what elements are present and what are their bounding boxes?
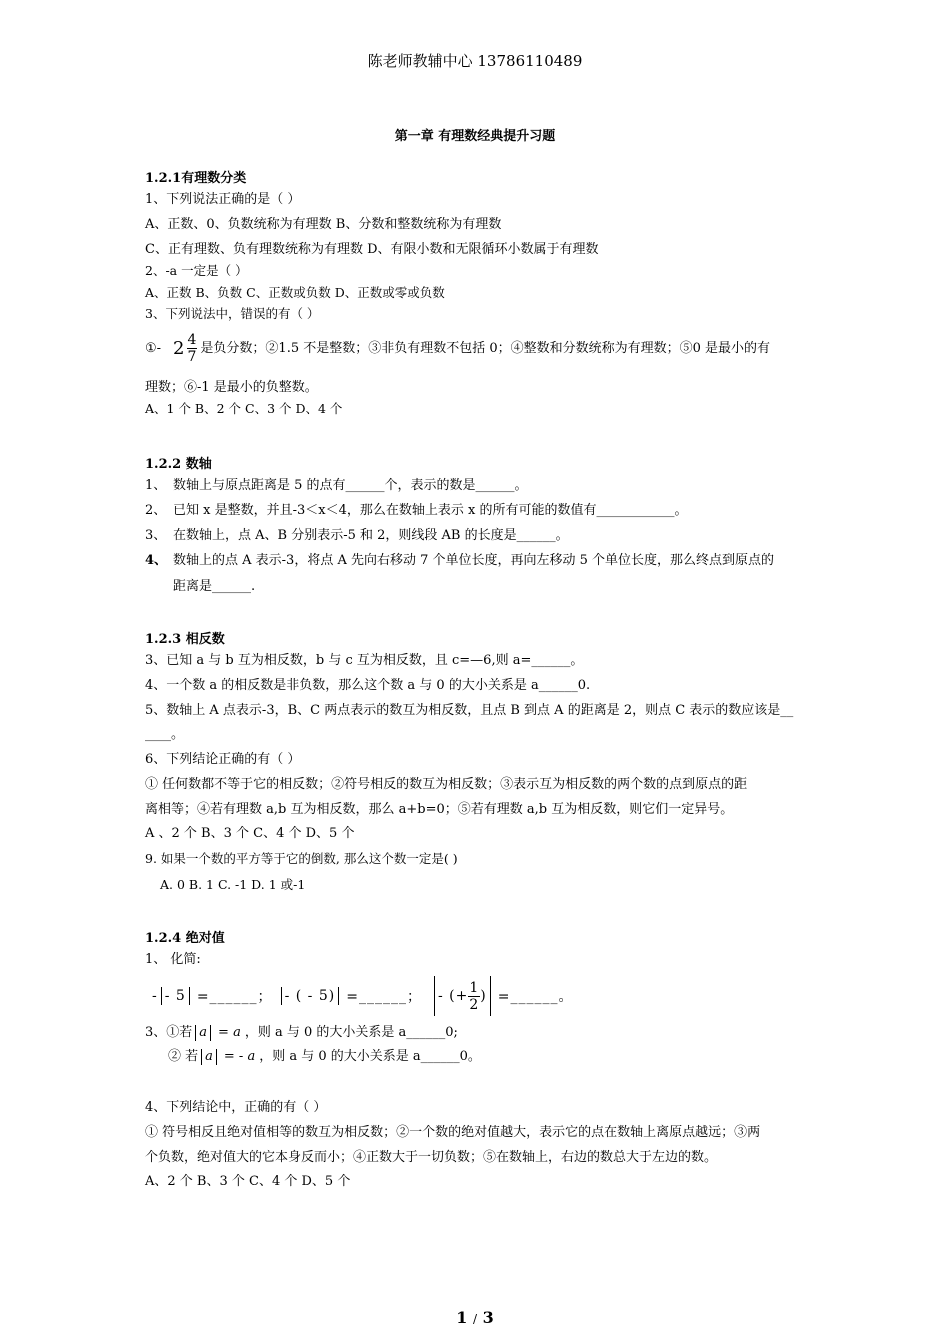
question-1-options-cd: C、正有理数、负有理数统称为有理数 D、有限小数和无限循环小数属于有理数	[145, 242, 599, 257]
expr1-minus: -	[152, 988, 158, 1004]
question-1: 1、下列说法正确的是（ ）	[145, 192, 301, 207]
part-a-prefix: 3、①若	[145, 1025, 193, 1040]
abs-bar	[281, 987, 282, 1005]
abs-bar	[195, 1025, 196, 1041]
fraction-numerator: 1	[469, 979, 480, 996]
page-header: 陈老师教辅中心 13786110489	[367, 52, 583, 70]
chapter-title: 第一章 有理数经典提升习题	[394, 129, 556, 144]
item-text: 已知 x 是整数，并且-3＜x＜4，那么在数轴上表示 x 的所有可能的数值有____________。	[173, 503, 688, 518]
item-text: 在数轴上，点 A、B 分别表示-5 和 2，则线段 AB 的长度是______。	[173, 528, 569, 543]
expr3-prefix: - (+	[437, 988, 469, 1004]
item-number: 3、	[145, 528, 167, 543]
list-item	[145, 503, 687, 519]
question-3-part-b	[168, 1049, 481, 1065]
question-2: 2、-a 一定是（ ）	[145, 263, 248, 278]
page-number	[0, 1308, 950, 1327]
total-pages: 3	[482, 1308, 494, 1327]
section-heading-1-2-2: 1.2.2 数轴	[145, 457, 212, 472]
line: 4、一个数 a 的相反数是非负数，那么这个数 a 与 0 的大小关系是 a______0.	[145, 678, 591, 693]
question-3-statements	[145, 332, 770, 365]
item-text: 数轴上的点 A 表示-3，将点 A 先向右移动 7 个单位长度，再向左移动 5 个单位长度，那么终点到原点的	[173, 553, 775, 568]
question-4-line-2: 个负数，绝对值大的它本身反而小；④正数大于一切负数；⑤在数轴上，右边的数总大于左边的数。	[145, 1150, 718, 1165]
expr3-suffix: )	[480, 988, 487, 1004]
line: 9. 如果一个数的平方等于它的倒数, 那么这个数一定是( )	[145, 851, 458, 866]
item-number: 4、	[145, 553, 168, 568]
abs-bar	[161, 987, 162, 1005]
list-item	[145, 478, 528, 494]
fraction-denominator: 7	[187, 349, 197, 365]
question-3-options: A、1 个 B、2 个 C、3 个 D、4 个	[145, 401, 343, 416]
expr3-fraction	[468, 980, 480, 1013]
expr1-blank: =______；	[196, 989, 273, 1005]
question-4: 4、下列结论中，正确的有（ ）	[145, 1100, 327, 1115]
item-number: 1、	[145, 478, 167, 493]
abs-bar	[189, 987, 190, 1005]
expr1-inner: - 5	[164, 988, 186, 1004]
abs-bar	[216, 1049, 217, 1065]
line: A. 0 B. 1 C. -1 D. 1 或-1	[160, 877, 306, 892]
question-4-line-1: ① 符号相反且绝对值相等的数互为相反数；②一个数的绝对值越大，表示它的点在数轴上离原点越远；③两	[145, 1125, 761, 1140]
abs-bar	[490, 976, 491, 1016]
question-3-part-a	[145, 1025, 458, 1041]
question-3-continuation: 理数；⑥-1 是最小的负整数。	[145, 380, 318, 395]
part-b-equation: = - a	[223, 1049, 256, 1064]
item-4-continuation: 距离是______.	[173, 579, 256, 594]
fraction-numerator: 4	[187, 332, 197, 348]
line: ① 任何数都不等于它的相反数；②符号相反的数互为相反数；③表示互为相反数的两个数的点到原点的距	[145, 777, 748, 792]
variable-a: a	[205, 1049, 213, 1064]
variable-a: a	[199, 1025, 208, 1040]
line: 离相等；④若有理数 a,b 互为相反数，那么 a+b=0；⑤若有理数 a,b 互为相反数，则它们一定异号。	[145, 802, 734, 817]
expr2-inner: - ( - 5)	[284, 988, 336, 1004]
page-separator: /	[472, 1312, 478, 1326]
abs-bar	[210, 1025, 211, 1041]
part-b-prefix: ② 若	[168, 1049, 199, 1064]
expr3-blank: =______。	[497, 989, 574, 1005]
line: 6、下列结论正确的有（ ）	[145, 752, 301, 767]
abs-expressions	[152, 975, 573, 1017]
abs-bar	[201, 1049, 202, 1065]
abs-bar	[434, 976, 435, 1016]
item-number: 2、	[145, 503, 167, 518]
statement-rest: 是负分数；②1.5 不是整数；③非负有理数不包括 0；④整数和分数统称为有理数；⑤0 是最小的有	[200, 340, 771, 356]
question-2-options: A、正数 B、负数 C、正数或负数 D、正数或零或负数	[145, 285, 445, 300]
question-1-options-ab: A、正数、0、负数统称为有理数 B、分数和整数统称为有理数	[145, 217, 502, 232]
line: ____。	[145, 727, 185, 742]
line: A 、2 个 B、3 个 C、4 个 D、5 个	[145, 826, 355, 841]
section-heading-1-2-4: 1.2.4 绝对值	[145, 931, 225, 946]
line: 3、已知 a 与 b 互为相反数，b 与 c 互为相反数，且 c=—6,则 a=______。	[145, 653, 584, 668]
question-4-options: A、2 个 B、3 个 C、4 个 D、5 个	[145, 1174, 351, 1189]
list-item	[145, 528, 569, 544]
expr2-blank: =______；	[346, 989, 422, 1005]
current-page: 1	[456, 1308, 468, 1327]
section-heading-1-2-3: 1.2.3 相反数	[145, 632, 225, 647]
simplify-prompt: 1、 化简:	[145, 952, 201, 967]
fraction-denominator: 2	[469, 996, 480, 1013]
item-text: 数轴上与原点距离是 5 的点有______个，表示的数是______。	[173, 478, 528, 493]
part-b-suffix: ，则 a 与 0 的大小关系是 a______0。	[259, 1049, 481, 1064]
line: 5、数轴上 A 点表示-3，B、C 两点表示的数互为相反数，且点 B 到点 A 的距离是 2，则点 C 表示的数应该是__	[145, 703, 794, 718]
abs-bar	[338, 987, 339, 1005]
part-a-equation: = a	[218, 1025, 241, 1040]
list-item	[145, 553, 774, 569]
part-a-suffix: ，则 a 与 0 的大小关系是 a______0;	[244, 1025, 458, 1040]
mixed-number-fraction	[187, 332, 198, 365]
mixed-number-integer: 2	[173, 337, 185, 359]
section-heading-1-2-1: 1.2.1有理数分类	[145, 171, 247, 186]
statement-lead: ①-	[145, 340, 162, 356]
question-3: 3、下列说法中，错误的有（ ）	[145, 306, 320, 321]
